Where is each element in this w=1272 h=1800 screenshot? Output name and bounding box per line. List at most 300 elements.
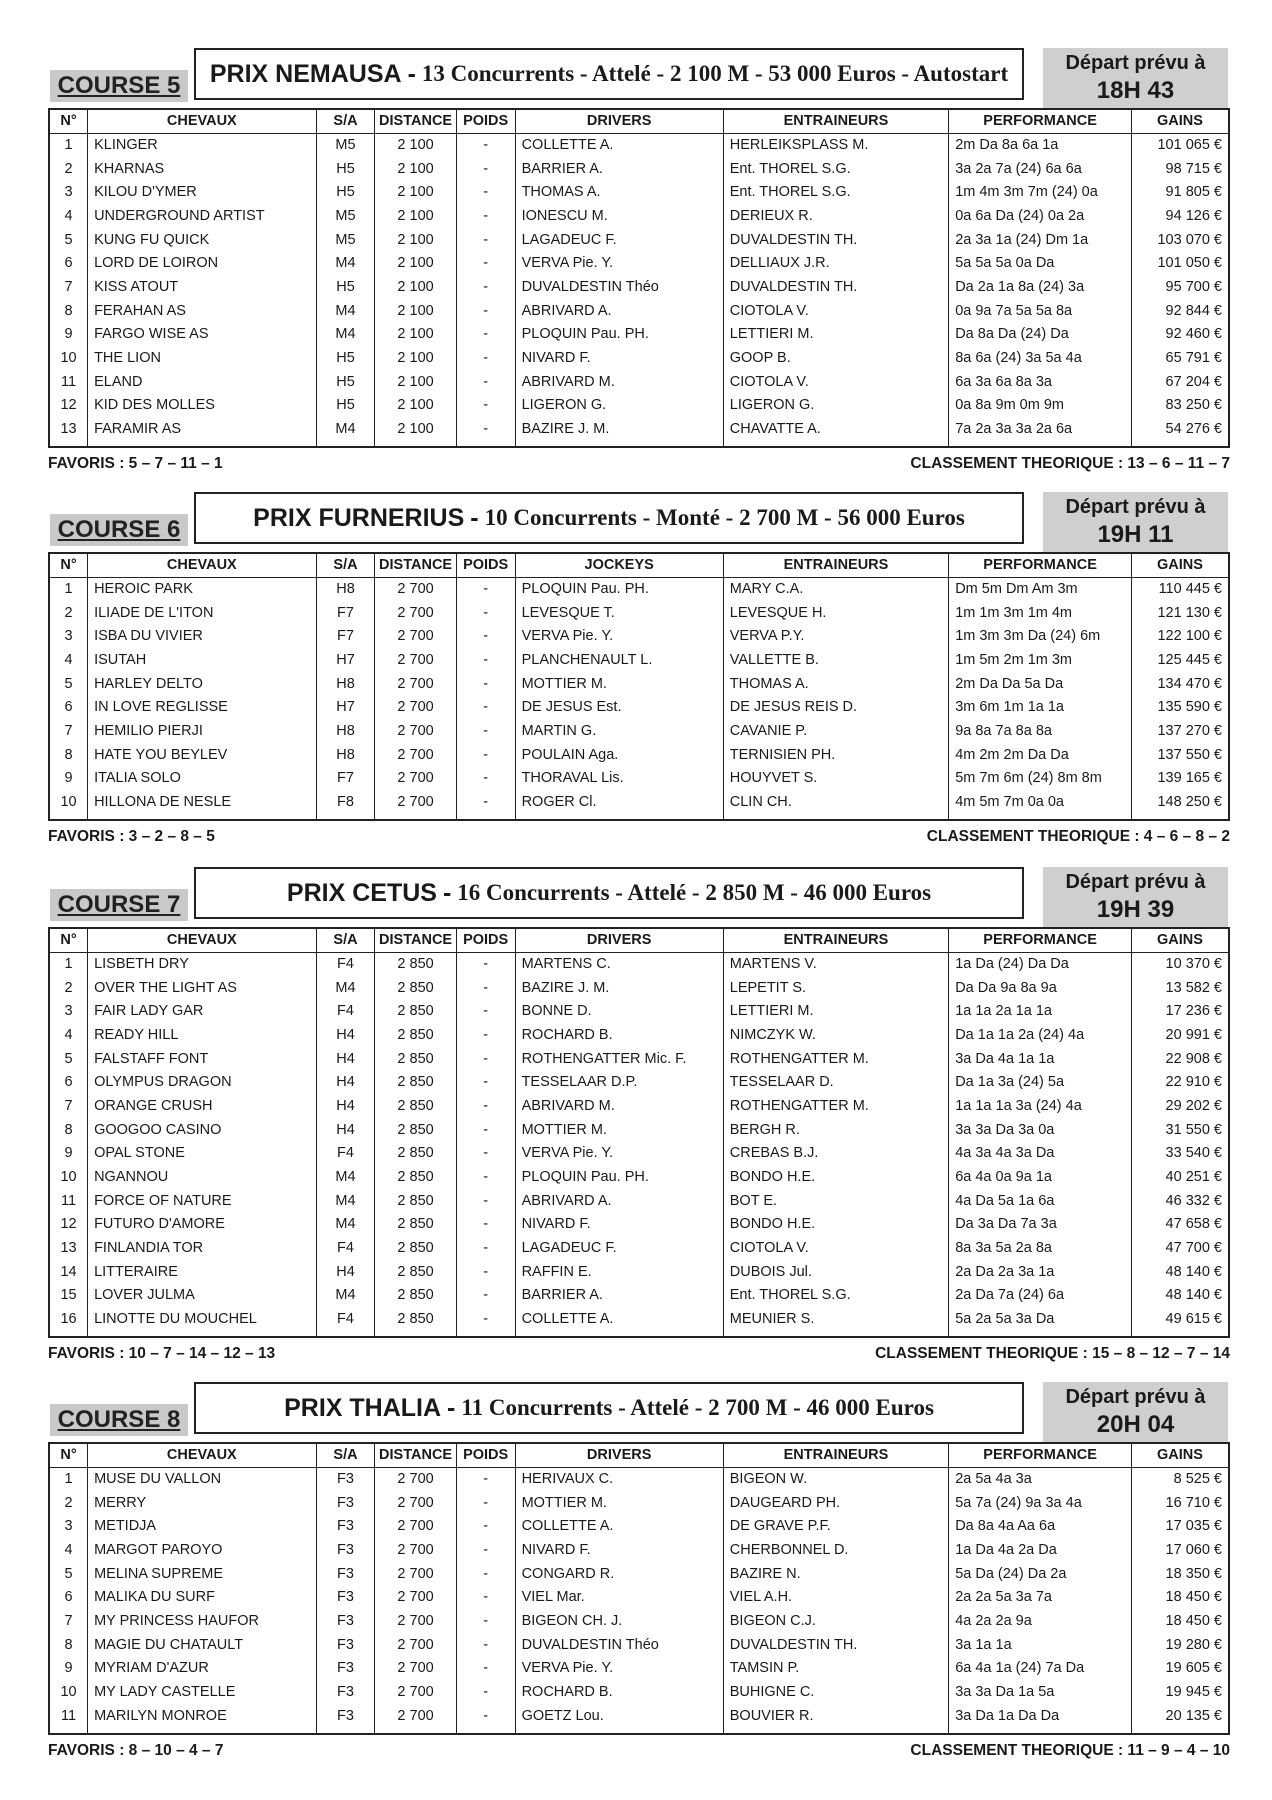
table-row (49, 1704, 1229, 1728)
sex-age-cell: F3 (316, 1633, 375, 1657)
earnings-cell: 19 605 € (1131, 1657, 1229, 1681)
sex-age-cell: H8 (316, 577, 375, 601)
runner-number-cell: 6 (64, 1589, 73, 1606)
weight-cell: - (456, 1260, 515, 1284)
trainer-name-cell: DERIEUX R. (723, 204, 948, 228)
weight-cell: - (456, 1189, 515, 1213)
sex-age-cell: F8 (316, 790, 375, 814)
distance-cell: 2 850 (375, 1142, 456, 1166)
trainer-name-cell: LETTIERI M. (723, 999, 948, 1023)
distance-cell: 2 850 (375, 1213, 456, 1237)
table-row (49, 952, 1229, 976)
trainer-name-cell: LEPETIT S. (723, 976, 948, 1000)
earnings-cell: 91 805 € (1131, 180, 1229, 204)
weight-cell: - (456, 790, 515, 814)
earnings-cell: 48 140 € (1131, 1260, 1229, 1284)
weight-cell: - (456, 577, 515, 601)
favorites-line: FAVORIS : 8 – 10 – 4 – 7 (48, 1741, 224, 1759)
runner-number-cell: 9 (64, 1660, 73, 1677)
trainer-name-cell: HERLEIKSPLASS M. (723, 133, 948, 157)
performance-cell: Da 8a Da (24) Da (949, 323, 1132, 347)
table-row (49, 394, 1229, 418)
performance-cell: Dm 5m Dm Am 3m (949, 577, 1132, 601)
performance-cell: 1m 3m 3m Da (24) 6m (949, 624, 1132, 648)
weight-cell: - (456, 1562, 515, 1586)
trainer-name-cell: MEUNIER S. (723, 1307, 948, 1331)
course-label: COURSE 8 (50, 1404, 188, 1436)
column-header: S/A (316, 1443, 375, 1467)
sex-age-cell: H5 (316, 275, 375, 299)
driver-name-cell: POULAIN Aga. (515, 743, 723, 767)
course-header (48, 48, 1230, 108)
runner-number-cell: 3 (64, 628, 73, 645)
sex-age-cell: H4 (316, 1260, 375, 1284)
runners-table (48, 927, 1230, 1338)
driver-name-cell: LAGADEUC F. (515, 228, 723, 252)
sex-age-cell: F7 (316, 624, 375, 648)
distance-cell: 2 100 (375, 204, 456, 228)
distance-cell: 2 100 (375, 133, 456, 157)
horse-name-cell: FALSTAFF FONT (88, 1047, 316, 1071)
driver-name-cell: ABRIVARD A. (515, 1189, 723, 1213)
weight-cell: - (456, 133, 515, 157)
distance-cell: 2 850 (375, 1165, 456, 1189)
table-row (49, 790, 1229, 814)
table-header-row (49, 1443, 1229, 1467)
horse-name-cell: MARILYN MONROE (88, 1704, 316, 1728)
column-header: PERFORMANCE (949, 553, 1132, 577)
distance-cell: 2 700 (375, 1704, 456, 1728)
performance-cell: 5a 5a 5a 0a Da (949, 251, 1132, 275)
column-header: GAINS (1131, 553, 1229, 577)
distance-cell: 2 700 (375, 1562, 456, 1586)
table-row (49, 1514, 1229, 1538)
runner-number-cell: 5 (64, 1565, 73, 1582)
performance-cell: Da 1a 3a (24) 5a (949, 1070, 1132, 1094)
table-row (49, 672, 1229, 696)
performance-cell: 4m 2m 2m Da Da (949, 743, 1132, 767)
distance-cell: 2 100 (375, 346, 456, 370)
driver-name-cell: ABRIVARD A. (515, 299, 723, 323)
course-header (48, 492, 1230, 552)
trainer-name-cell: MARTENS V. (723, 952, 948, 976)
weight-cell: - (456, 976, 515, 1000)
table-row (49, 1142, 1229, 1166)
trainer-name-cell: CIOTOLA V. (723, 299, 948, 323)
earnings-cell: 16 710 € (1131, 1491, 1229, 1515)
table-row (49, 1118, 1229, 1142)
driver-name-cell: COLLETTE A. (515, 1514, 723, 1538)
horse-name-cell: MALIKA DU SURF (88, 1585, 316, 1609)
weight-cell: - (456, 299, 515, 323)
column-header: CHEVAUX (88, 1443, 316, 1467)
runner-number-cell: 7 (64, 1612, 73, 1629)
table-header-row (49, 553, 1229, 577)
runner-number-cell: 6 (64, 699, 73, 716)
sex-age-cell: F3 (316, 1467, 375, 1491)
sex-age-cell: M4 (316, 299, 375, 323)
weight-cell: - (456, 1538, 515, 1562)
column-header: POIDS (456, 1443, 515, 1467)
earnings-cell: 18 450 € (1131, 1609, 1229, 1633)
race-name: PRIX CETUS (286, 878, 437, 907)
driver-name-cell: MARTIN G. (515, 719, 723, 743)
horse-name-cell: ORANGE CRUSH (88, 1094, 316, 1118)
column-header: GAINS (1131, 109, 1229, 133)
trainer-name-cell: LETTIERI M. (723, 323, 948, 347)
runner-number-cell: 8 (64, 302, 73, 319)
horse-name-cell: UNDERGROUND ARTIST (88, 204, 316, 228)
column-header: CHEVAUX (88, 109, 316, 133)
weight-cell: - (456, 1118, 515, 1142)
runner-number-cell: 7 (64, 722, 73, 739)
trainer-name-cell: CHAVATTE A. (723, 417, 948, 441)
horse-name-cell: OLYMPUS DRAGON (88, 1070, 316, 1094)
trainer-name-cell: BONDO H.E. (723, 1213, 948, 1237)
column-header: ENTRAINEURS (723, 1443, 948, 1467)
horse-name-cell: OVER THE LIGHT AS (88, 976, 316, 1000)
distance-cell: 2 850 (375, 1070, 456, 1094)
performance-cell: 2a Da 2a 3a 1a (949, 1260, 1132, 1284)
table-row (49, 1657, 1229, 1681)
performance-cell: 1m 5m 2m 1m 3m (949, 648, 1132, 672)
weight-cell: - (456, 1142, 515, 1166)
performance-cell: 5a 7a (24) 9a 3a 4a (949, 1491, 1132, 1515)
distance-cell: 2 100 (375, 299, 456, 323)
course-8-section (48, 1382, 1230, 1763)
column-header: N° (49, 109, 88, 133)
trainer-name-cell: DE GRAVE P.F. (723, 1514, 948, 1538)
course-5-section (48, 48, 1230, 476)
weight-cell: - (456, 417, 515, 441)
runner-number-cell: 4 (64, 651, 73, 668)
earnings-cell: 65 791 € (1131, 346, 1229, 370)
weight-cell: - (456, 624, 515, 648)
trainer-name-cell: BIGEON W. (723, 1467, 948, 1491)
earnings-cell: 22 908 € (1131, 1047, 1229, 1071)
driver-name-cell: LIGERON G. (515, 394, 723, 418)
sex-age-cell: M4 (316, 1165, 375, 1189)
driver-name-cell: NIVARD F. (515, 346, 723, 370)
performance-cell: 3a 3a Da 1a 5a (949, 1680, 1132, 1704)
theoretical-ranking-line: CLASSEMENT THEORIQUE : 13 – 6 – 11 – 7 (910, 454, 1230, 472)
distance-cell: 2 850 (375, 1189, 456, 1213)
earnings-cell: 67 204 € (1131, 370, 1229, 394)
runner-number-cell: 8 (64, 1636, 73, 1653)
distance-cell: 2 100 (375, 180, 456, 204)
earnings-cell: 125 445 € (1131, 648, 1229, 672)
earnings-cell: 121 130 € (1131, 601, 1229, 625)
table-row (49, 601, 1229, 625)
column-header: DISTANCE (375, 1443, 456, 1467)
horse-name-cell: READY HILL (88, 1023, 316, 1047)
weight-cell: - (456, 719, 515, 743)
trainer-name-cell: DUVALDESTIN TH. (723, 275, 948, 299)
runner-number-cell: 6 (64, 255, 73, 272)
trainer-name-cell: TESSELAAR D. (723, 1070, 948, 1094)
weight-cell: - (456, 648, 515, 672)
sex-age-cell: M5 (316, 228, 375, 252)
trainer-name-cell: ROTHENGATTER M. (723, 1094, 948, 1118)
trainer-name-cell: CIOTOLA V. (723, 1236, 948, 1260)
race-title-box (194, 1382, 1024, 1434)
performance-cell: 9a 8a 7a 8a 8a (949, 719, 1132, 743)
runner-number-cell: 5 (64, 675, 73, 692)
trainer-name-cell: VALLETTE B. (723, 648, 948, 672)
performance-cell: Da 2a 1a 8a (24) 3a (949, 275, 1132, 299)
sex-age-cell: H5 (316, 394, 375, 418)
weight-cell: - (456, 1467, 515, 1491)
sex-age-cell: H8 (316, 743, 375, 767)
table-row (49, 1213, 1229, 1237)
table-row (49, 1467, 1229, 1491)
performance-cell: 2a 3a 1a (24) Dm 1a (949, 228, 1132, 252)
distance-cell: 2 850 (375, 1307, 456, 1331)
runner-number-cell: 10 (60, 1169, 77, 1186)
driver-name-cell: VIEL Mar. (515, 1585, 723, 1609)
earnings-cell: 10 370 € (1131, 952, 1229, 976)
table-row (49, 1491, 1229, 1515)
distance-cell: 2 100 (375, 228, 456, 252)
table-row (49, 1307, 1229, 1331)
column-header: ENTRAINEURS (723, 553, 948, 577)
trainer-name-cell: NIMCZYK W. (723, 1023, 948, 1047)
table-row (49, 346, 1229, 370)
table-row (49, 1165, 1229, 1189)
earnings-cell: 18 350 € (1131, 1562, 1229, 1586)
table-row (49, 251, 1229, 275)
departure-box (1043, 1382, 1228, 1442)
horse-name-cell: HATE YOU BEYLEV (88, 743, 316, 767)
trainer-name-cell: BOT E. (723, 1189, 948, 1213)
weight-cell: - (456, 1491, 515, 1515)
horse-name-cell: HEMILIO PIERJI (88, 719, 316, 743)
sex-age-cell: F3 (316, 1585, 375, 1609)
title-separator: - (442, 878, 452, 907)
horse-name-cell: MERRY (88, 1491, 316, 1515)
trainer-name-cell: VERVA P.Y. (723, 624, 948, 648)
weight-cell: - (456, 1213, 515, 1237)
runner-number-cell: 13 (60, 1240, 77, 1257)
runner-number-cell: 4 (64, 207, 73, 224)
performance-cell: 0a 8a 9m 0m 9m (949, 394, 1132, 418)
distance-cell: 2 100 (375, 417, 456, 441)
sex-age-cell: F4 (316, 1307, 375, 1331)
sex-age-cell: H8 (316, 719, 375, 743)
runner-number-cell: 13 (60, 421, 77, 438)
sex-age-cell: F3 (316, 1562, 375, 1586)
weight-cell: - (456, 1236, 515, 1260)
weight-cell: - (456, 180, 515, 204)
runner-number-cell: 1 (64, 1471, 73, 1488)
distance-cell: 2 100 (375, 370, 456, 394)
course-7-section (48, 867, 1230, 1366)
driver-name-cell: NIVARD F. (515, 1213, 723, 1237)
column-header: ENTRAINEURS (723, 109, 948, 133)
departure-label: Départ prévu à (1065, 496, 1206, 518)
column-header: N° (49, 928, 88, 952)
sex-age-cell: F3 (316, 1609, 375, 1633)
column-header: PERFORMANCE (949, 1443, 1132, 1467)
runner-number-cell: 10 (60, 350, 77, 367)
performance-cell: 3a 2a 7a (24) 6a 6a (949, 157, 1132, 181)
horse-name-cell: MAGIE DU CHATAULT (88, 1633, 316, 1657)
sex-age-cell: M4 (316, 1284, 375, 1308)
distance-cell: 2 700 (375, 577, 456, 601)
driver-name-cell: TESSELAAR D.P. (515, 1070, 723, 1094)
earnings-cell: 148 250 € (1131, 790, 1229, 814)
runner-number-cell: 6 (64, 1074, 73, 1091)
performance-cell: 4a Da 5a 1a 6a (949, 1189, 1132, 1213)
sex-age-cell: F3 (316, 1514, 375, 1538)
driver-name-cell: BAZIRE J. M. (515, 417, 723, 441)
performance-cell: Da Da 9a 8a 9a (949, 976, 1132, 1000)
driver-name-cell: THORAVAL Lis. (515, 767, 723, 791)
trainer-name-cell: CAVANIE P. (723, 719, 948, 743)
earnings-cell: 135 590 € (1131, 695, 1229, 719)
runner-number-cell: 7 (64, 278, 73, 295)
trainer-name-cell: GOOP B. (723, 346, 948, 370)
sex-age-cell: H7 (316, 695, 375, 719)
departure-label: Départ prévu à (1065, 52, 1206, 74)
trainer-name-cell: Ent. THOREL S.G. (723, 180, 948, 204)
horse-name-cell: LINOTTE DU MOUCHEL (88, 1307, 316, 1331)
driver-name-cell: ROGER Cl. (515, 790, 723, 814)
earnings-cell: 54 276 € (1131, 417, 1229, 441)
performance-cell: 3m 6m 1m 1a 1a (949, 695, 1132, 719)
weight-cell: - (456, 204, 515, 228)
column-header: PERFORMANCE (949, 928, 1132, 952)
distance-cell: 2 700 (375, 695, 456, 719)
race-title-box (194, 492, 1024, 544)
horse-name-cell: KHARNAS (88, 157, 316, 181)
table-row (49, 1633, 1229, 1657)
runner-number-cell: 12 (60, 397, 77, 414)
distance-cell: 2 700 (375, 743, 456, 767)
horse-name-cell: FUTURO D'AMORE (88, 1213, 316, 1237)
departure-time: 19H 39 (1096, 896, 1175, 923)
weight-cell: - (456, 1023, 515, 1047)
table-row (49, 999, 1229, 1023)
sex-age-cell: H5 (316, 346, 375, 370)
race-details: 11 Concurrents - Attelé - 2 700 M - 46 000 Euros (461, 1395, 934, 1420)
driver-name-cell: PLOQUIN Pau. PH. (515, 323, 723, 347)
distance-cell: 2 700 (375, 648, 456, 672)
column-header: GAINS (1131, 1443, 1229, 1467)
departure-time: 19H 11 (1097, 521, 1174, 548)
performance-cell: 1a Da (24) Da Da (949, 952, 1132, 976)
earnings-cell: 103 070 € (1131, 228, 1229, 252)
distance-cell: 2 100 (375, 251, 456, 275)
performance-cell: 3a 3a Da 3a 0a (949, 1118, 1132, 1142)
runners-table (48, 108, 1230, 448)
departure-box (1043, 48, 1228, 108)
earnings-cell: 17 060 € (1131, 1538, 1229, 1562)
sex-age-cell: M4 (316, 417, 375, 441)
driver-name-cell: PLOQUIN Pau. PH. (515, 1165, 723, 1189)
sex-age-cell: H4 (316, 1118, 375, 1142)
driver-name-cell: ROCHARD B. (515, 1680, 723, 1704)
runner-number-cell: 7 (64, 1097, 73, 1114)
horse-name-cell: LORD DE LOIRON (88, 251, 316, 275)
table-row (49, 1680, 1229, 1704)
table-row (49, 976, 1229, 1000)
performance-cell: 3a Da 1a Da Da (949, 1704, 1132, 1728)
distance-cell: 2 850 (375, 1118, 456, 1142)
column-header: JOCKEYS (515, 553, 723, 577)
earnings-cell: 17 035 € (1131, 1514, 1229, 1538)
performance-cell: 5m 7m 6m (24) 8m 8m (949, 767, 1132, 791)
driver-name-cell: MARTENS C. (515, 952, 723, 976)
race-details: 13 Concurrents - Attelé - 2 100 M - 53 000 Euros - Autostart (421, 61, 1009, 86)
horse-name-cell: KID DES MOLLES (88, 394, 316, 418)
driver-name-cell: HERIVAUX C. (515, 1467, 723, 1491)
driver-name-cell: ABRIVARD M. (515, 1094, 723, 1118)
sex-age-cell: H4 (316, 1047, 375, 1071)
table-row (49, 1284, 1229, 1308)
earnings-cell: 19 280 € (1131, 1633, 1229, 1657)
column-header: DRIVERS (515, 1443, 723, 1467)
trainer-name-cell: Ent. THOREL S.G. (723, 157, 948, 181)
departure-time: 18H 43 (1096, 77, 1175, 104)
horse-name-cell: THE LION (88, 346, 316, 370)
distance-cell: 2 700 (375, 1680, 456, 1704)
runner-number-cell: 3 (64, 184, 73, 201)
favorites-line: FAVORIS : 5 – 7 – 11 – 1 (48, 454, 223, 472)
departure-time: 20H 04 (1096, 1411, 1175, 1438)
weight-cell: - (456, 1165, 515, 1189)
driver-name-cell: MOTTIER M. (515, 1118, 723, 1142)
theoretical-ranking-line: CLASSEMENT THEORIQUE : 4 – 6 – 8 – 2 (926, 827, 1230, 845)
earnings-cell: 101 065 € (1131, 133, 1229, 157)
driver-name-cell: VERVA Pie. Y. (515, 251, 723, 275)
horse-name-cell: ISBA DU VIVIER (88, 624, 316, 648)
performance-cell: 2a 2a 5a 3a 7a (949, 1585, 1132, 1609)
trainer-name-cell: MARY C.A. (723, 577, 948, 601)
sex-age-cell: F3 (316, 1491, 375, 1515)
runner-number-cell: 14 (60, 1263, 77, 1280)
horse-name-cell: KISS ATOUT (88, 275, 316, 299)
column-header: POIDS (456, 928, 515, 952)
trainer-name-cell: BONDO H.E. (723, 1165, 948, 1189)
trainer-name-cell: DAUGEARD PH. (723, 1491, 948, 1515)
table-row (49, 695, 1229, 719)
trainer-name-cell: ROTHENGATTER M. (723, 1047, 948, 1071)
horse-name-cell: FERAHAN AS (88, 299, 316, 323)
sex-age-cell: M5 (316, 133, 375, 157)
runner-number-cell: 10 (60, 1684, 77, 1701)
trainer-name-cell: DUBOIS Jul. (723, 1260, 948, 1284)
horse-name-cell: LOVER JULMA (88, 1284, 316, 1308)
trainer-name-cell: TAMSIN P. (723, 1657, 948, 1681)
driver-name-cell: BONNE D. (515, 999, 723, 1023)
horse-name-cell: METIDJA (88, 1514, 316, 1538)
earnings-cell: 92 844 € (1131, 299, 1229, 323)
earnings-cell: 48 140 € (1131, 1284, 1229, 1308)
horse-name-cell: MYRIAM D'AZUR (88, 1657, 316, 1681)
course-header (48, 1382, 1230, 1442)
trainer-name-cell: Ent. THOREL S.G. (723, 1284, 948, 1308)
performance-cell: 2a Da 7a (24) 6a (949, 1284, 1132, 1308)
horse-name-cell: MARGOT PAROYO (88, 1538, 316, 1562)
earnings-cell: 17 236 € (1131, 999, 1229, 1023)
performance-cell: 1a 1a 1a 3a (24) 4a (949, 1094, 1132, 1118)
sex-age-cell: F3 (316, 1680, 375, 1704)
driver-name-cell: DE JESUS Est. (515, 695, 723, 719)
race-title-box (194, 867, 1024, 919)
driver-name-cell: VERVA Pie. Y. (515, 1142, 723, 1166)
runner-number-cell: 4 (64, 1026, 73, 1043)
